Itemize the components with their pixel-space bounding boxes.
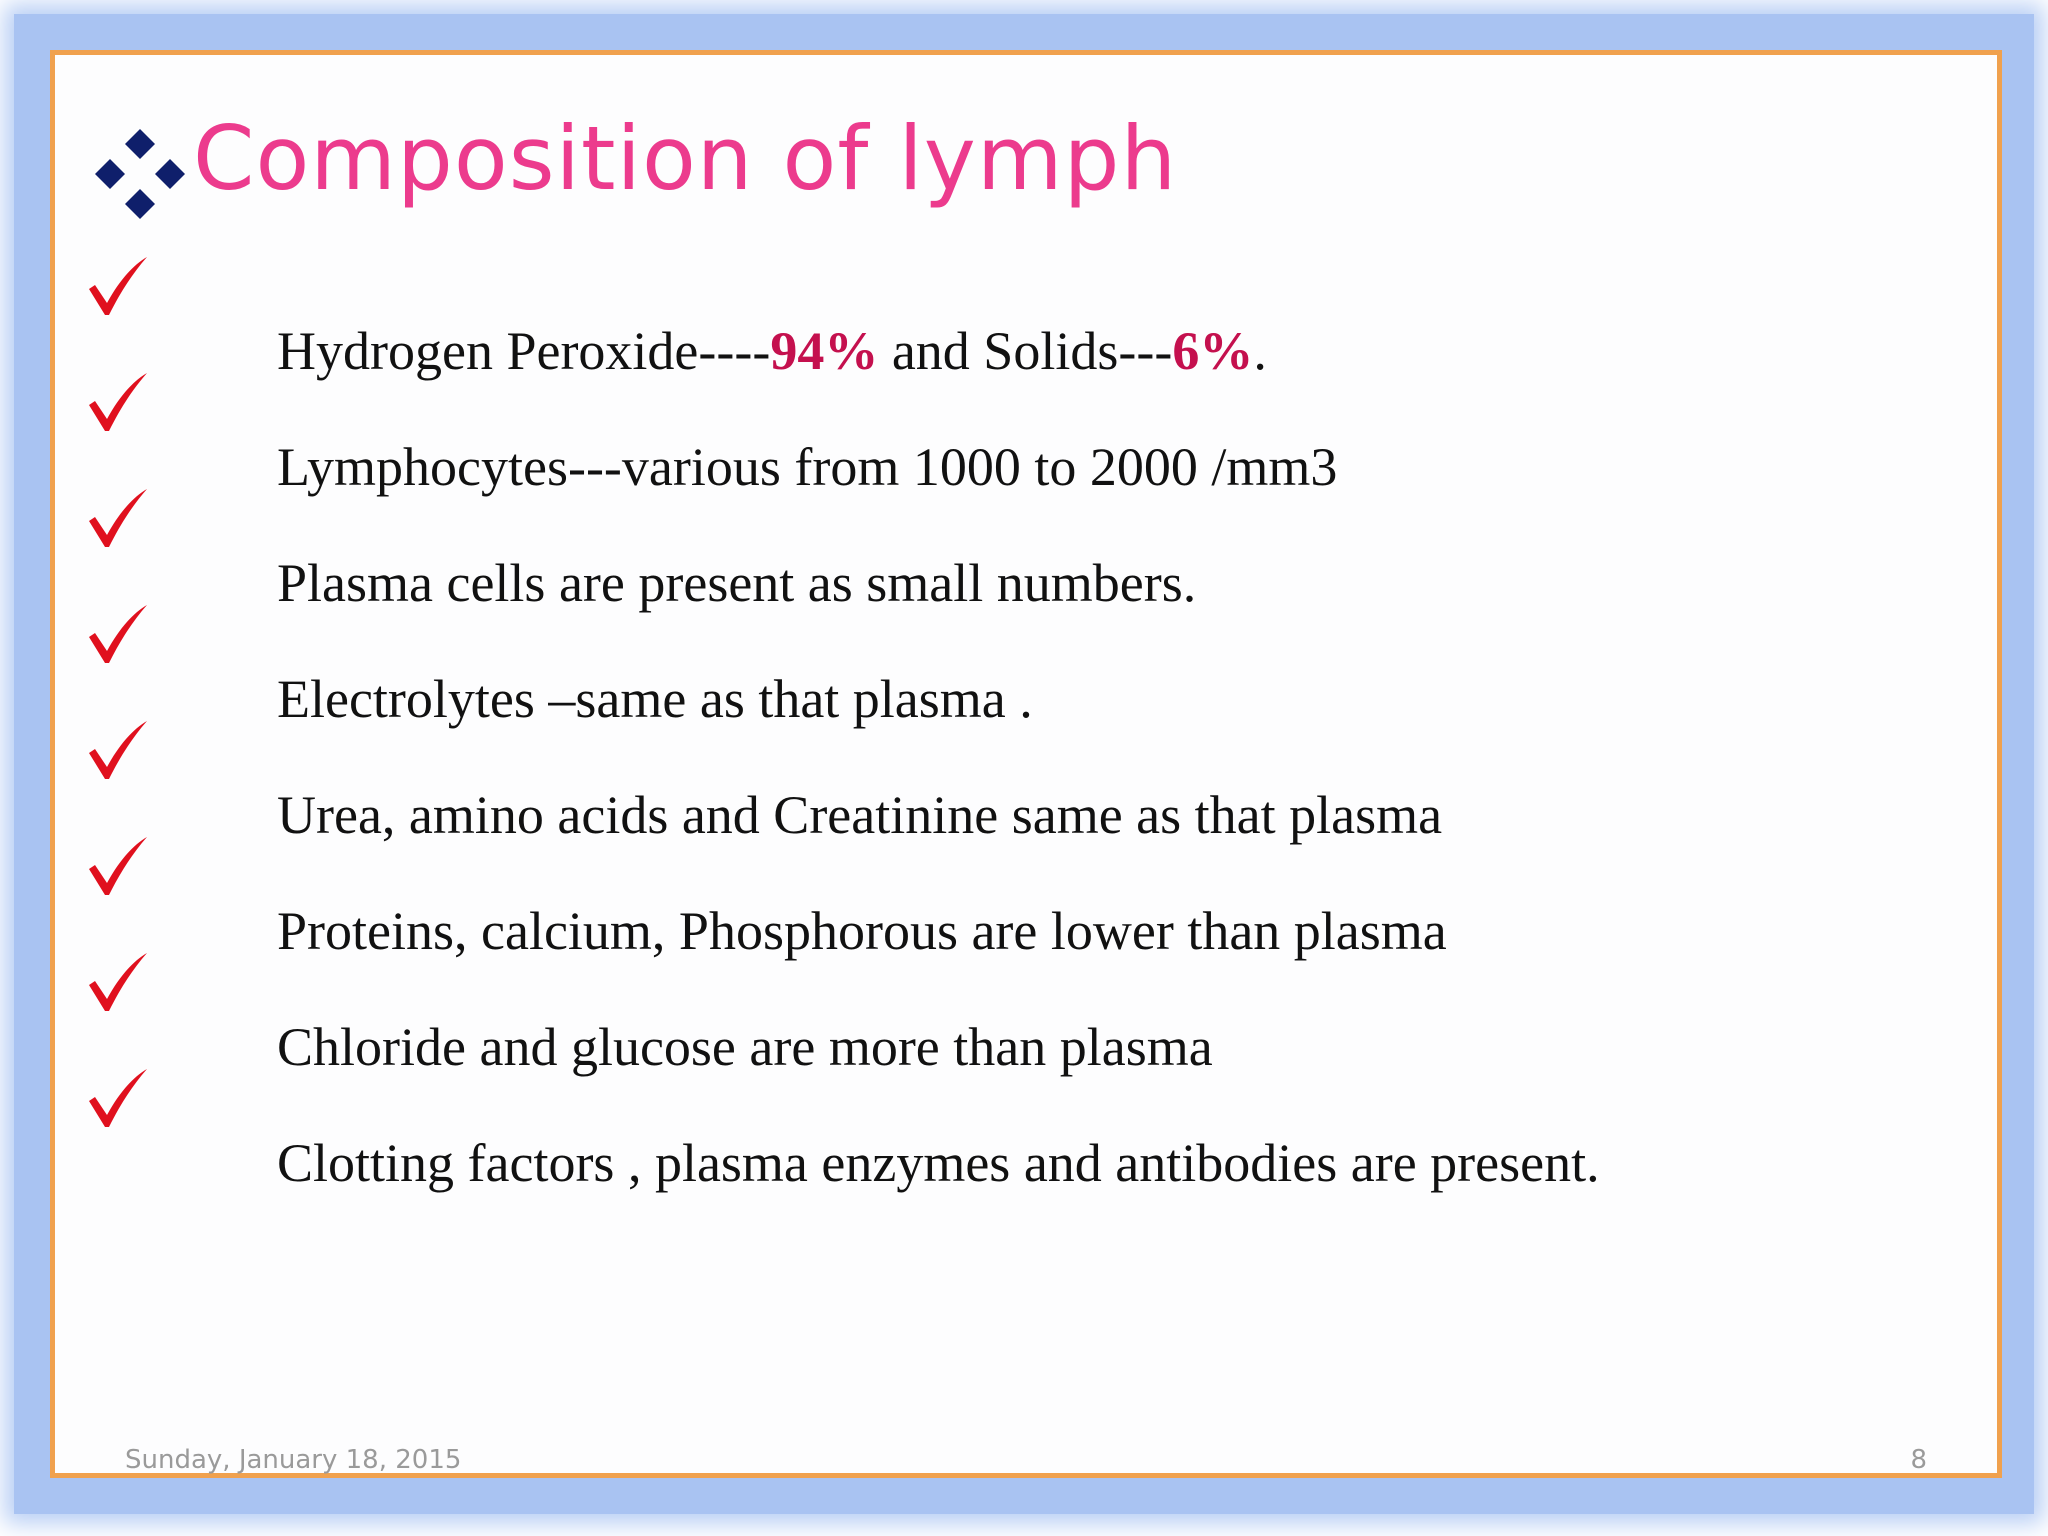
- footer-date: Sunday, January 18, 2015: [125, 1445, 462, 1475]
- list-item: Plasma cells are present as small numbers.: [277, 553, 1197, 613]
- list-item: Clotting factors , plasma enzymes and antibodies are present.: [277, 1133, 1600, 1193]
- list-item-text: Hydrogen Peroxide----: [277, 321, 771, 381]
- checkmark-icon: [81, 717, 151, 787]
- page-number: 8: [1910, 1445, 1927, 1475]
- checkmark-icon: [81, 1065, 151, 1135]
- list-item: Proteins, calcium, Phosphorous are lower than plasma: [277, 901, 1447, 961]
- list-item-highlight: 94%: [770, 321, 879, 381]
- list-item: [277, 320, 1267, 382]
- four-diamond-icon: [85, 119, 195, 229]
- slide-title: Composition of lymph: [193, 107, 1178, 210]
- list-item: Urea, amino acids and Creatinine same as that plasma: [277, 785, 1443, 845]
- checkmark-icon: [81, 833, 151, 903]
- list-item: Lymphocytes---various from 1000 to 2000 /mm3: [277, 437, 1338, 497]
- checkmark-icon: [81, 253, 151, 323]
- list-item-highlight: 6%: [1172, 321, 1254, 381]
- checkmark-icon: [81, 485, 151, 555]
- checkmark-icon: [81, 949, 151, 1019]
- checkmark-icon: [81, 601, 151, 671]
- list-item: Chloride and glucose are more than plasma: [277, 1017, 1213, 1077]
- list-item-text: and Solids---: [878, 321, 1173, 381]
- list-item: Electrolytes –same as that plasma .: [277, 669, 1033, 729]
- checkmark-icon: [81, 369, 151, 439]
- list-item-text: .: [1253, 321, 1267, 381]
- slide-frame: [50, 50, 2002, 1478]
